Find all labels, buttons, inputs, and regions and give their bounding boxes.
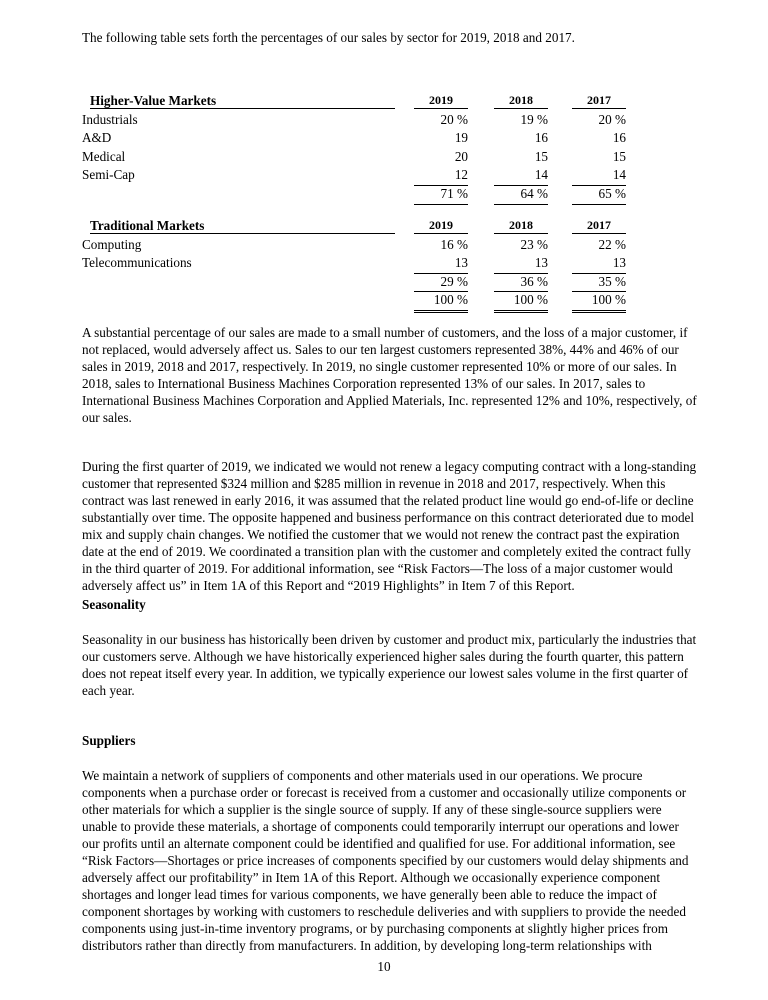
cell: 100 % [494,291,548,313]
paragraph-line: sales in 2019, 2018 and 2017, respectively. In 2019, no single customer represented 10% or more of our sales. In [82,359,677,374]
paragraph-line: “Risk Factors—Shortages or price increases of components specified by our customers would delay shipments and [82,853,689,868]
cell: 20 [454,148,468,164]
paragraph-line: During the first quarter of 2019, we indicated we would not renew a legacy computing contract with a long-standing [82,459,697,474]
paragraph-line: component shortages by working with customers to reschedule deliveries and with suppliers to provide the needed [82,904,686,919]
table-row [82,148,642,167]
year-header: 2018 [494,93,548,109]
cell: 35 % [572,273,626,293]
cell: 64 % [494,185,548,205]
cell: 13 [414,254,468,274]
paragraph-line: unable to provide these materials, a shortage of components could temporarily interrupt our operations and lower [82,819,679,834]
table-row [82,254,642,273]
subtotal-row [82,273,642,292]
paragraph-seasonality [82,631,696,699]
paragraph-line: customer that represented $324 million and $285 million in revenue in 2018 and 2017, respectively. When this [82,476,666,491]
paragraph-line: in the third quarter of 2019. For additional information, see “Risk Factors—The loss of a major customer would [82,561,673,576]
paragraph-line: distributors rather than directly from manufacturers. In addition, by developing long-term relationships with [82,938,652,953]
paragraph-line: shortages and longer lead times for various components, we have generally been able to reduce the impact of [82,887,657,902]
paragraph-line: our sales. [82,410,132,425]
table-row [82,166,642,185]
table-row [82,129,642,148]
row-label: Semi-Cap [82,167,135,183]
year-header: 2017 [572,93,626,109]
traditional-markets-table [82,217,642,310]
cell: 13 [494,254,548,274]
cell: 15 [612,148,626,164]
paragraph-line: each year. [82,683,135,698]
page-number: 10 [377,959,391,974]
section-heading-seasonality: Seasonality [82,597,146,612]
cell: 19 % [520,111,548,127]
cell: 65 % [572,185,626,205]
paragraph-line: other materials for which a supplier is the single source of supply. If any of these single-source suppliers were [82,802,662,817]
paragraph-customers [82,324,697,426]
table-heading: Traditional Markets [90,218,395,234]
row-label: Industrials [82,111,138,127]
cell: 16 [612,130,626,146]
cell: 20 % [440,111,468,127]
cell: 22 % [598,236,626,252]
year-header: 2019 [414,218,468,234]
cell: 36 % [494,273,548,293]
subtotal-row [82,185,642,204]
cell: 13 [572,254,626,274]
higher-value-markets-table [82,92,642,204]
year-header: 2017 [572,218,626,234]
paragraph-line: International Business Machines Corporation and Applied Materials, Inc. represented 12% and 10%, respectively, of [82,393,697,408]
paragraph-line: A substantial percentage of our sales are made to a small number of customers, and the loss of a major customer, if [82,325,688,340]
paragraph-suppliers [82,767,688,954]
paragraph-line: substantially over time. The opposite happened and business performance on this contract deteriorated due to model [82,510,695,525]
table-row [82,111,642,130]
total-row [82,291,642,310]
year-header: 2019 [414,93,468,109]
paragraph-line: our customers serve. Although we have historically experienced higher sales during the fourth quarter, this pattern [82,649,684,664]
paragraph-line: contract was last renewed in early 2016, it was assumed that the related product line would go end-of-life or decline [82,493,694,508]
cell: 12 [414,166,468,186]
cell: 19 [454,130,468,146]
cell: 100 % [572,291,626,313]
intro-text: The following table sets forth the percentages of our sales by sector for 2019, 2018 and 2017. [82,30,575,45]
year-header: 2018 [494,218,548,234]
cell: 100 % [414,291,468,313]
paragraph-line: not replaced, would adversely affect us. Sales to our ten largest customers represented 38%, 44% and 46% of our [82,342,679,357]
paragraph-line: does not repeat itself every year. In addition, we typically experience our lowest sales volume in the first quarter of [82,666,689,681]
row-label: Telecommunications [82,255,192,271]
cell: 29 % [414,273,468,293]
row-label: Computing [82,236,142,252]
paragraph-line: Seasonality in our business has historically been driven by customer and product mix, particularly the industries that [82,632,697,647]
paragraph-line: components when a purchase order or forecast is received from a customer and occasionally utilize components or [82,785,687,800]
paragraph-line: date at the end of 2019. We coordinated a transition plan with the customer and completely exited the contract fully [82,544,691,559]
paragraph-legacy-contract [82,458,696,594]
table-heading: Higher-Value Markets [90,93,395,109]
paragraph-line: 2018, sales to International Business Machines Corporation represented 13% of our sales. In 2017, sales to [82,376,646,391]
paragraph-line: our profits until an alternate component could be identified and qualified for use. For additional information, see [82,836,676,851]
paragraph-line: adversely affect us” in Item 1A of this Report and “2019 Highlights” in Item 7 of this Report. [82,578,575,593]
cell: 16 % [440,236,468,252]
paragraph-line: adversely affect our profitability” in Item 1A of this Report. Although we occasionally experience component [82,870,661,885]
cell: 15 [534,148,548,164]
cell: 20 % [598,111,626,127]
paragraph-line: components using just-in-time inventory programs, or by purchasing components at slightly higher prices from [82,921,669,936]
row-label: Medical [82,148,126,164]
row-label: A&D [82,130,112,146]
table-row [82,236,642,255]
paragraph-line: We maintain a network of suppliers of components and other materials used in our operations. We procure [82,768,643,783]
cell: 14 [494,166,548,186]
cell: 23 % [520,236,548,252]
cell: 14 [572,166,626,186]
section-heading-suppliers: Suppliers [82,733,136,748]
cell: 16 [534,130,548,146]
paragraph-line: mix and supply chain changes. We notified the customer that we would not renew the contract past the expiration [82,527,680,542]
cell: 71 % [414,185,468,205]
